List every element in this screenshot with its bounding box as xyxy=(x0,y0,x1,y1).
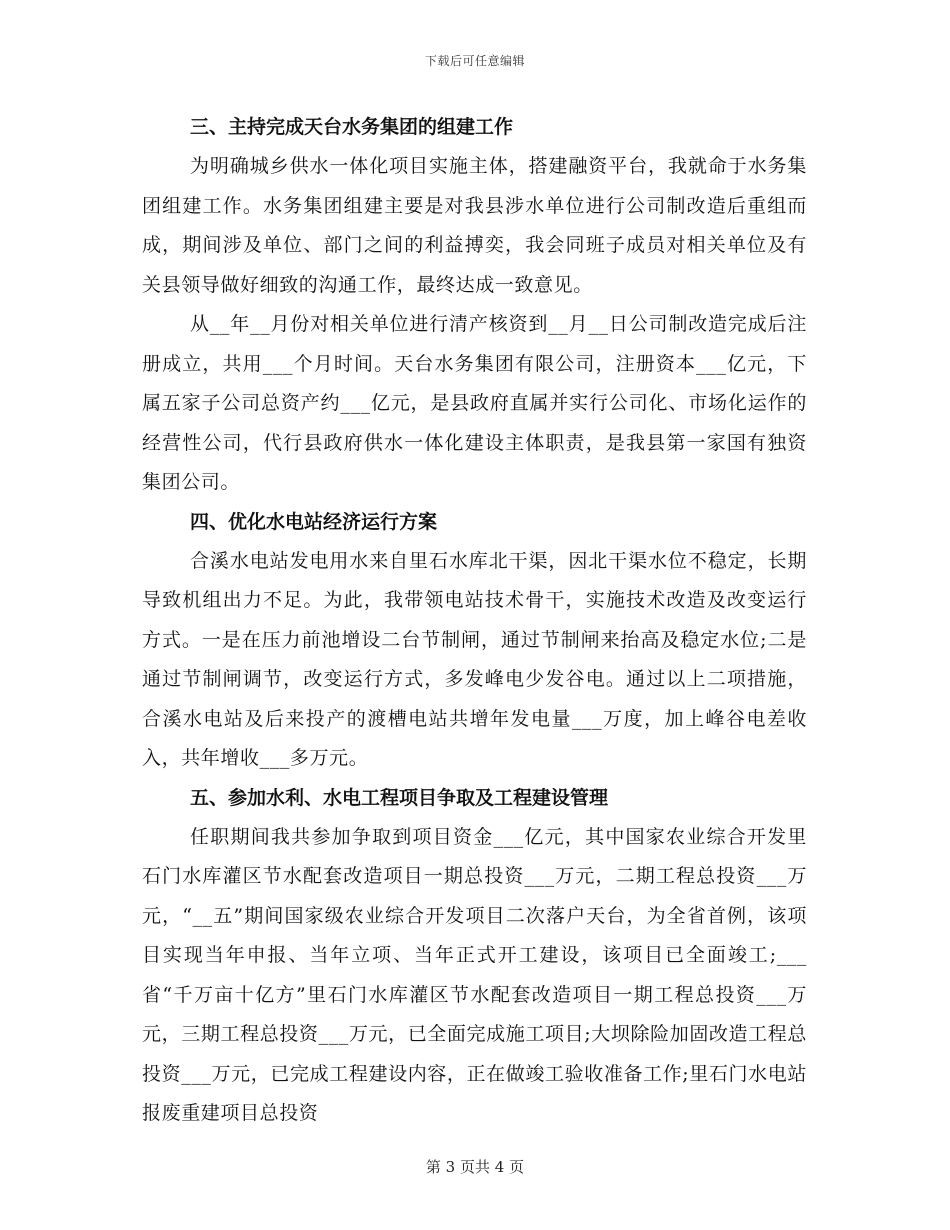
page-footer: 第 3 页共 4 页 xyxy=(425,1158,525,1176)
section-heading-4: 四、优化水电站经济运行方案 xyxy=(190,510,438,533)
body-paragraph: 任职期间我共参加争取到项目资金___亿元，其中国家农业综合开发里石门水库灌区节水配套改造项目一期总投资___万元，二期工程总投资___万元，“__五”期间国家级农业综合开发项目二次落户天台，为全省首例，该项目实现当年申报、当年立项、当年正式开工建设，该项目已全面竣工;___省“千万亩十亿方”里石门水库灌区节水配套改造项目一期工程总投资___万元，三期工程总投资___万元，已全面完成施工项目;大坝除险加固改造工程总投资___万元，已完成工程建设内容，正在做竣工验收准备工作;里石门水电站报废重建项目总投资 xyxy=(142,825,807,1124)
page-header: 下载后可任意编辑 xyxy=(424,54,525,68)
body-paragraph: 合溪水电站发电用水来自里石水库北干渠，因北干渠水位不稳定，长期导致机组出力不足。为此，我带领电站技术骨干，实施技术改造及改变运行方式。一是在压力前池增设二台节制闸，通过节制闸来抬高及稳定水位;二是通过节制闸调节，改变运行方式，多发峰电少发谷电。通过以上二项措施，合溪水电站及后来投产的渡槽电站共增年发电量___万度，加上峰谷电差收入，共年增收___多万元。 xyxy=(142,549,807,769)
document-body xyxy=(142,108,807,1134)
body-paragraph: 为明确城乡供水一体化项目实施主体，搭建融资平台，我就命于水务集团组建工作。水务集团组建主要是对我县涉水单位进行公司制改造后重组而成，期间涉及单位、部门之间的利益搏奕，我会同班子成员对相关单位及有关县领导做好细致的沟通工作，最终达成一致意见。 xyxy=(142,155,807,296)
body-paragraph: 从__年__月份对相关单位进行清产核资到__月__日公司制改造完成后注册成立，共用___个月时间。天台水务集团有限公司，注册资本___亿元，下属五家子公司总资产约___亿元，是县政府直属并实行公司化、市场化运作的经营性公司，代行县政府供水一体化建设主体职责，是我县第一家国有独资集团公司。 xyxy=(142,313,807,493)
section-heading-3: 三、主持完成天台水务集团的组建工作 xyxy=(190,116,514,138)
section-heading-5: 五、参加水利、水电工程项目争取及工程建设管理 xyxy=(190,786,609,809)
